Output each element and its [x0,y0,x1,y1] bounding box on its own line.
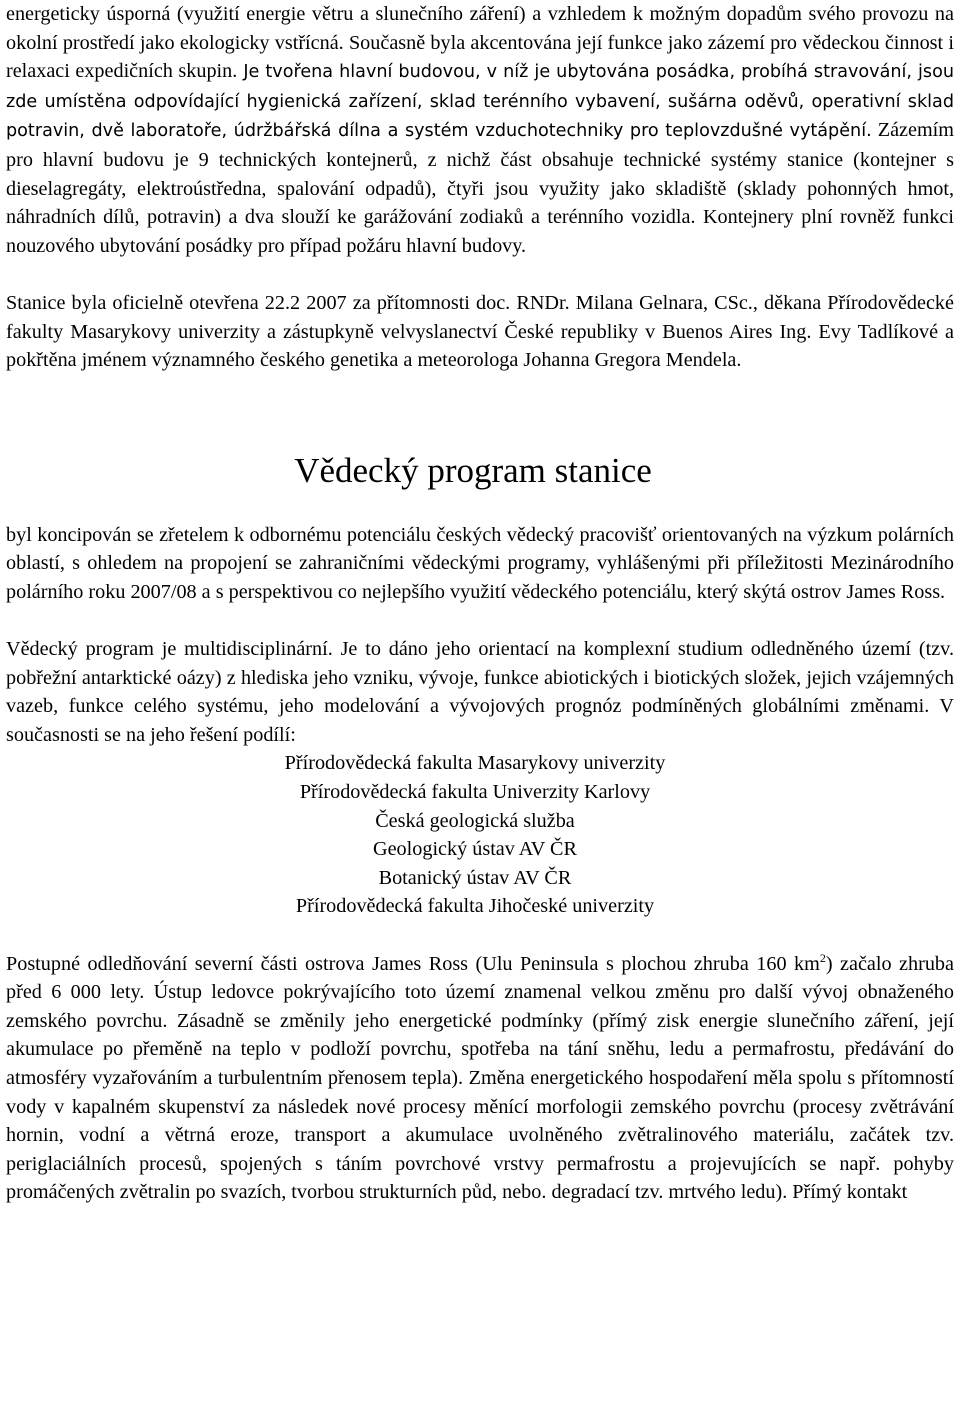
institution-list [6,749,954,921]
intro-text-serif-end: Zázemím pro hlavní budovu je 9 technických kontejnerů, z nichž část obsahuje technické systémy stanice (kontejner s dieselagregáty, elektroústředna, spalování odpadů), čtyři jsou využity jako skladiště (sklady pohonných hmot, náhradních dílů, potravin) a dva slouží ke garážování zodiaků a terénního vozidla. Kontejnery plní rovněž funkci nouzového ubytování posádky pro případ požáru hlavní budovy. [6,119,954,257]
intro-paragraph [6,0,954,260]
deglaciation-paragraph [6,950,954,1207]
document-page [6,0,954,1207]
institution-item: Česká geologická služba [375,809,575,832]
institution-item: Geologický ústav AV ČR [373,838,577,861]
intro-text-serif: energeticky úsporná (využití energie větru a slunečního záření) a vzhledem k možným dopadům svého provozu na okolní prostředí jako ekologicky vstřícná. Současně byla akcentována její funkce jako zázemí pro vědeckou činnost i relaxaci expedičních skupin. [6,3,954,83]
paragraph-gap [6,260,954,289]
paragraph-gap [6,607,954,636]
paragraph-gap [6,921,954,950]
deglaciation-text-start: Postupné odledňování severní části ostrova James Ross (Ulu Peninsula s plochou zhruba 160 km [6,952,820,975]
intro-text-sans: Je tvořena hlavní budovou, v níž je ubytována posádka, probíhá stravování, jsou zde umístěna odpovídající hygienická zařízení, sklad terénního vybavení, sušárna oděvů, operativní sklad potravin, dvě laboratoře, údržbářská dílna a systém vzduchotechniky pro teplovzdušné vytápění. [6,62,954,142]
heading-gap [6,493,954,521]
superscript-2: 2 [819,950,826,965]
institution-item: Přírodovědecká fakulta Jihočeské univerzity [295,895,655,918]
program-paragraph-2: Vědecký program je multidisciplinární. Je to dáno jeho orientací na komplexní studium odledněného území (tzv. pobřežní antarktické oázy) z hlediska jeho vzniku, vývoje, funkce abiotických i biotických složek, jejich vzájemných vazeb, funkce celého systému, jeho modelování a vývojových prognóz podmíněných globálními změnami. V současnosti se na jeho řešení podílí: [6,638,954,746]
deglaciation-text-end: ) začalo zhruba před 6 000 lety. Ústup ledovce pokrývajícího toto území znamenal velkou změnu pro další vývoj obnaženého zemského povrchu. Zásadně se změnily jeho energetické podmínky (přímý zisk energie slunečního záření, její akumulace po přeměně na teplo v podloží povrchu, spotřeba na tání sněhu, ledu a permafrostu, předávání do atmosféry vyzařováním a turbulentním přenosem tepla). Změna energetického hospodaření měla spolu s přítomností vody v kapalném skupenství za následek nové procesy měnící morfologii zemského povrchu (procesy zvětrávání hornin, vodní a větrná eroze, transport a akumulace uvolněného zvětralinového materiálu, začátek tzv. periglaciálních procesů, spojených s táním povrchové vrstvy permafrostu a projevujících se např. pohyby promáčených zvětralin po svazích, tvorbou strukturních půd, nebo. degradací tzv. mrtvého ledu). Přímý kontakt [6,952,954,1204]
institution-item: Botanický ústav AV ČR [378,866,572,889]
section-title: Vědecký program stanice [294,450,652,490]
program-paragraph-1: byl koncipován se zřetelem k odbornému potenciálu českých vědecký pracovišť orientovaných na výzkum polárních oblastí, s ohledem na propojení se zahraničními vědeckými programy, vyhlášenými při příležitosti Mezinárodního polárního roku 2007/08 a s perspektivou co nejlepšího využití vědeckého potenciálu, který skýtá ostrov James Ross. [6,523,954,603]
institution-item: Přírodovědecká fakulta Univerzity Karlovy [299,781,651,804]
opening-paragraph: Stanice byla oficielně otevřena 22.2 2007 za přítomnosti doc. RNDr. Milana Gelnara, CSc., děkana Přírodovědecké fakulty Masarykovy univerzity a zástupkyně velvyslanectví České republiky v Buenos Aires Ing. Evy Tadlíkové a pokřtěna jménem významného českého genetika a meteorologa Johanna Gregora Mendela. [6,291,954,372]
institution-item: Přírodovědecká fakulta Masarykovy univerzity [284,752,666,775]
